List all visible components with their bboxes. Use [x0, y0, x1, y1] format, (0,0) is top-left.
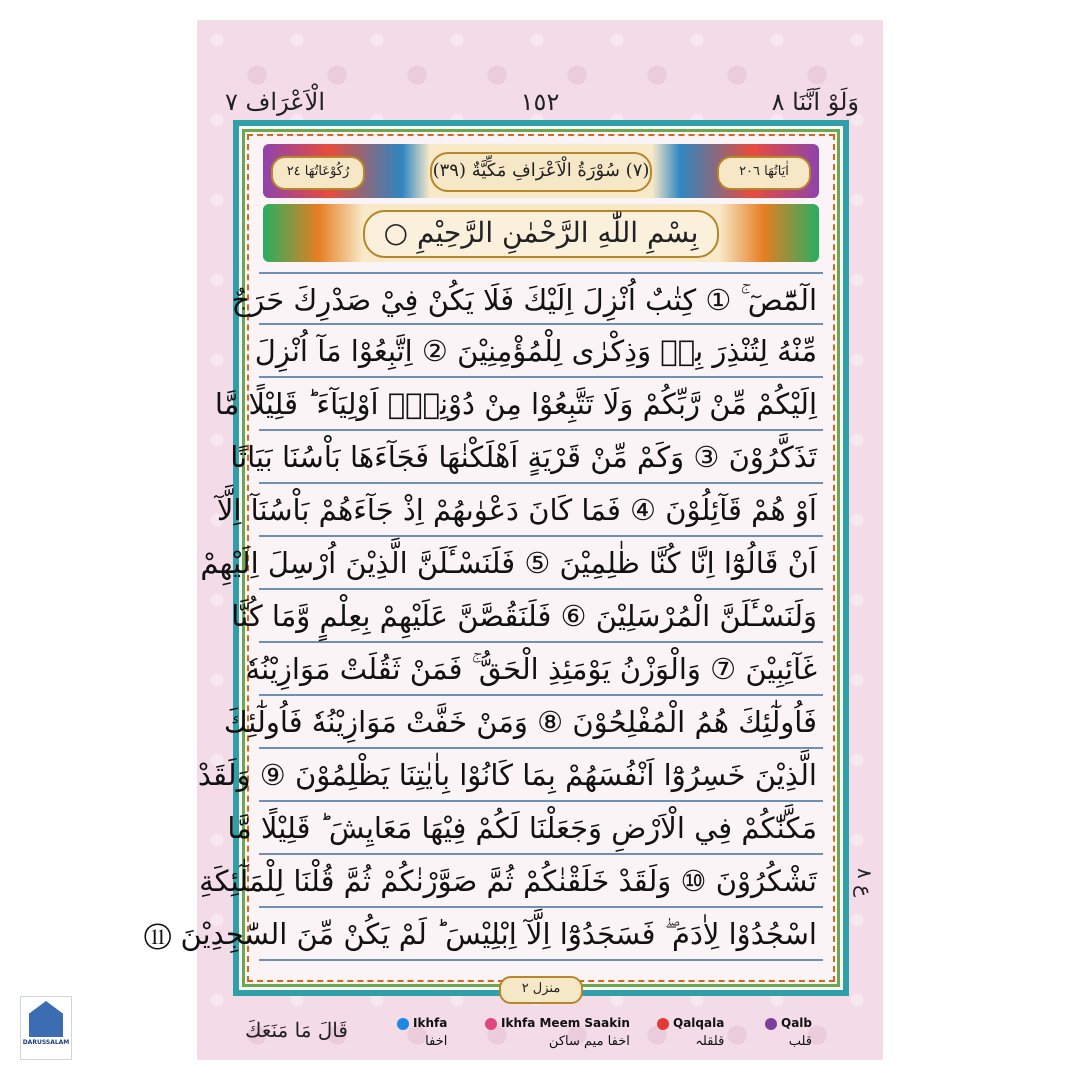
- verse-line: تَشْكُرُوْنَ ⑩ وَلَقَدْ خَلَقْنٰكُمْ ثُمَّ صَوَّرْنٰكُمْ ثُمَّ قُلْنَا لِلْمَلٰٓئِكَةِ: [259, 855, 823, 908]
- verse-line: فَاُولٰٓئِكَ هُمُ الْمُفْلِحُوْنَ ⑧ وَمَنْ خَفَّتْ مَوَازِيْنُهٗ فَاُولٰٓئِكَ: [259, 696, 823, 749]
- qalqala-dot-icon: [657, 1018, 669, 1030]
- legend-item-qalqala: Qalqala قلقلہ: [657, 1016, 724, 1049]
- manzil-badge: منزل ٢: [499, 976, 583, 1004]
- verse-line: وَلَنَسْـَٔلَنَّ الْمُرْسَلِيْنَ ⑥ فَلَنَقُصَّنَّ عَلَيْهِمْ بِعِلْمٍ وَّمَا كُنَّا: [259, 590, 823, 643]
- ikhfa-meem-dot-icon: [485, 1018, 497, 1030]
- surah-header: الْاَعْرَاف ٧: [225, 88, 325, 116]
- text-frame: [144, 120, 849, 996]
- legend-item-ikhfa: Ikhfa اخفا: [397, 1016, 447, 1049]
- bismillah-band: [263, 204, 819, 262]
- verse-line: الٓمّٓصٓ ۚ ① كِتٰبٌ اُنْزِلَ اِلَيْكَ فَلَا يَكُنْ فِيْ صَدْرِكَ حَرَجٌ: [259, 272, 823, 325]
- verse-line: مَكَّنّٰكُمْ فِي الْاَرْضِ وَجَعَلْنَا لَكُمْ فِيْهَا مَعَايِشَ ؕ قَلِيْلًا مَّا: [259, 802, 823, 855]
- qalb-dot-icon: [765, 1018, 777, 1030]
- mosque-icon: [29, 1001, 63, 1037]
- mushaf-page: [144, 20, 883, 1060]
- tajweed-legend: [197, 1016, 883, 1060]
- verse-line: اَنْ قَالُوْٓا اِنَّا كُنَّا ظٰلِمِيْنَ ⑤ فَلَنَسْـَٔلَنَّ الَّذِيْنَ اُرْسِلَ اِلَيْهِمْ: [259, 537, 823, 590]
- ruku-marker: ع ٨: [853, 868, 877, 898]
- bismillah: بِسْمِ اللّٰهِ الرَّحْمٰنِ الرَّحِيْمِ ○: [363, 210, 719, 258]
- page-number: ١٥٢: [520, 88, 560, 116]
- ikhfa-dot-icon: [397, 1018, 409, 1030]
- surah-banner: [263, 144, 819, 198]
- verse-line: اَوْ هُمْ قَآئِلُوْنَ ④ فَمَا كَانَ دَعْوٰىهُمْ اِذْ جَآءَهُمْ بَاْسُنَآ اِلَّآ: [259, 484, 823, 537]
- legend-item-qalb: Qalb قلب: [765, 1016, 812, 1049]
- verse-line: اسْجُدُوْا لِاٰدَمَ ۖ فَسَجَدُوْٓا اِلَّآ اِبْلِيْسَ ؕ لَمْ يَكُنْ مِّنَ السّٰجِدِيْنَ ⑪: [259, 908, 823, 961]
- catchword: قَالَ مَا مَنَعَكَ: [245, 1018, 348, 1042]
- ayat-count: اٰيَاتُهَا ٢٠٦: [717, 156, 811, 190]
- verse-line: الَّذِيْنَ خَسِرُوْٓا اَنْفُسَهُمْ بِمَا كَانُوْا بِاٰيٰتِنَا يَظْلِمُوْنَ ⑨ وَلَقَدْ: [259, 749, 823, 802]
- legend-item-ikhfa-meem-saakin: Ikhfa Meem Saakin اخفا میم ساکن: [485, 1016, 630, 1049]
- darussalam-logo: DARUSSALAM: [20, 996, 72, 1060]
- verse-line: غَآئِبِيْنَ ⑦ وَالْوَزْنُ يَوْمَئِذِ الْحَقُّ ۚ فَمَنْ ثَقُلَتْ مَوَازِيْنُهٗ: [259, 643, 823, 696]
- juz-header: وَلَوْ اَنَّنَا ٨: [771, 88, 859, 116]
- verse-line: اِلَيْكُمْ مِّنْ رَّبِّكُمْ وَلَا تَتَّبِعُوْا مِنْ دُوْنِهٖٓ اَوْلِيَآءَ ؕ قَلِيْلًا مَّا: [259, 378, 823, 431]
- surah-title: (٧) سُوْرَةُ الْاَعْرَافِ مَكِّيَّةٌ (٣٩): [430, 152, 652, 192]
- verse-line: تَذَكَّرُوْنَ ③ وَكَمْ مِّنْ قَرْيَةٍ اَهْلَكْنٰهَا فَجَآءَهَا بَاْسُنَا بَيَاتًا: [259, 431, 823, 484]
- verse-lines: [144, 272, 823, 961]
- verse-line: مِّنْهُ لِتُنْذِرَ بِهٖ وَذِكْرٰى لِلْمُؤْمِنِيْنَ ② اِتَّبِعُوْا مَآ اُنْزِلَ: [259, 325, 823, 378]
- ruku-count: رُكُوْعَاتُهَا ٢٤: [271, 156, 365, 190]
